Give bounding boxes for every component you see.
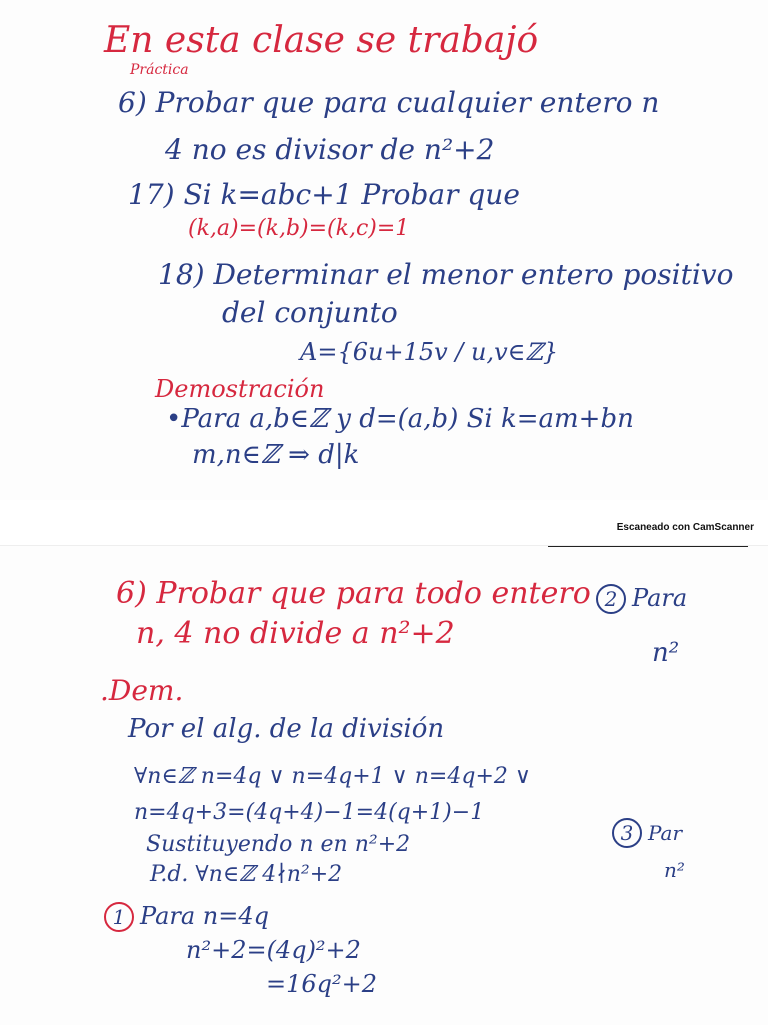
side-case-2-row <box>596 584 687 614</box>
side-case-3-label: Par <box>648 821 683 845</box>
pen-stroke <box>548 546 748 547</box>
side-case-3-expr: n² <box>664 858 685 882</box>
side-case-3-badge: 3 <box>612 818 642 848</box>
scanner-watermark: Escaneado con CamScanner <box>616 522 754 533</box>
problem-18-statement-cont: del conjunto <box>222 296 398 329</box>
case-1-equation-2: =16q²+2 <box>266 970 378 998</box>
problem-17-statement: 17) Si k=abc+1 Probar que <box>128 178 520 211</box>
side-case-2-label: Para <box>632 584 688 612</box>
side-case-2-badge: 2 <box>596 584 626 614</box>
cases-line: ∀n∈ℤ n=4q ∨ n=4q+1 ∨ n=4q+2 ∨ <box>134 764 531 789</box>
to-prove-line: P.d. ∀n∈ℤ 4∤n²+2 <box>150 862 343 887</box>
case-four-line: n=4q+3=(4q+4)−1=4(q+1)−1 <box>134 800 485 825</box>
scanned-page-bottom <box>0 545 768 1025</box>
scanned-page-top <box>0 0 768 500</box>
proof-line-2: m,n∈ℤ ⇒ d|k <box>192 440 360 470</box>
case-1-label: Para n=4q <box>140 902 269 930</box>
side-case-2-expr: n² <box>652 638 680 668</box>
side-case-3-row <box>612 818 682 848</box>
page-title: En esta clase se trabajó <box>104 20 539 61</box>
scanner-banner <box>0 519 768 539</box>
case-1-equation-1: n²+2=(4q)²+2 <box>186 936 361 964</box>
practice-label: Práctica <box>130 62 189 78</box>
problem-6-heading-cont: n, 4 no divide a n²+2 <box>136 616 455 651</box>
problem-6-heading: 6) Probar que para todo entero <box>116 576 591 611</box>
proof-line-1: •Para a,b∈ℤ y d=(a,b) Si k=am+bn <box>166 404 634 434</box>
problem-6-statement-cont: 4 no es divisor de n²+2 <box>165 133 495 166</box>
case-1-number-badge: 1 <box>104 902 134 932</box>
case-1-row <box>104 902 269 932</box>
proof-heading: Demostración <box>155 375 325 403</box>
division-algorithm-line: Por el alg. de la división <box>128 714 445 744</box>
dem-label: .Dem. <box>100 674 184 707</box>
set-definition: A={6u+15v / u,v∈ℤ} <box>300 338 559 366</box>
problem-6-statement: 6) Probar que para cualquier entero n <box>118 86 660 119</box>
substituting-line: Sustituyendo n en n²+2 <box>146 832 411 857</box>
problem-17-equation: (k,a)=(k,b)=(k,c)=1 <box>188 216 410 241</box>
problem-18-statement: 18) Determinar el menor entero positivo <box>158 258 734 291</box>
